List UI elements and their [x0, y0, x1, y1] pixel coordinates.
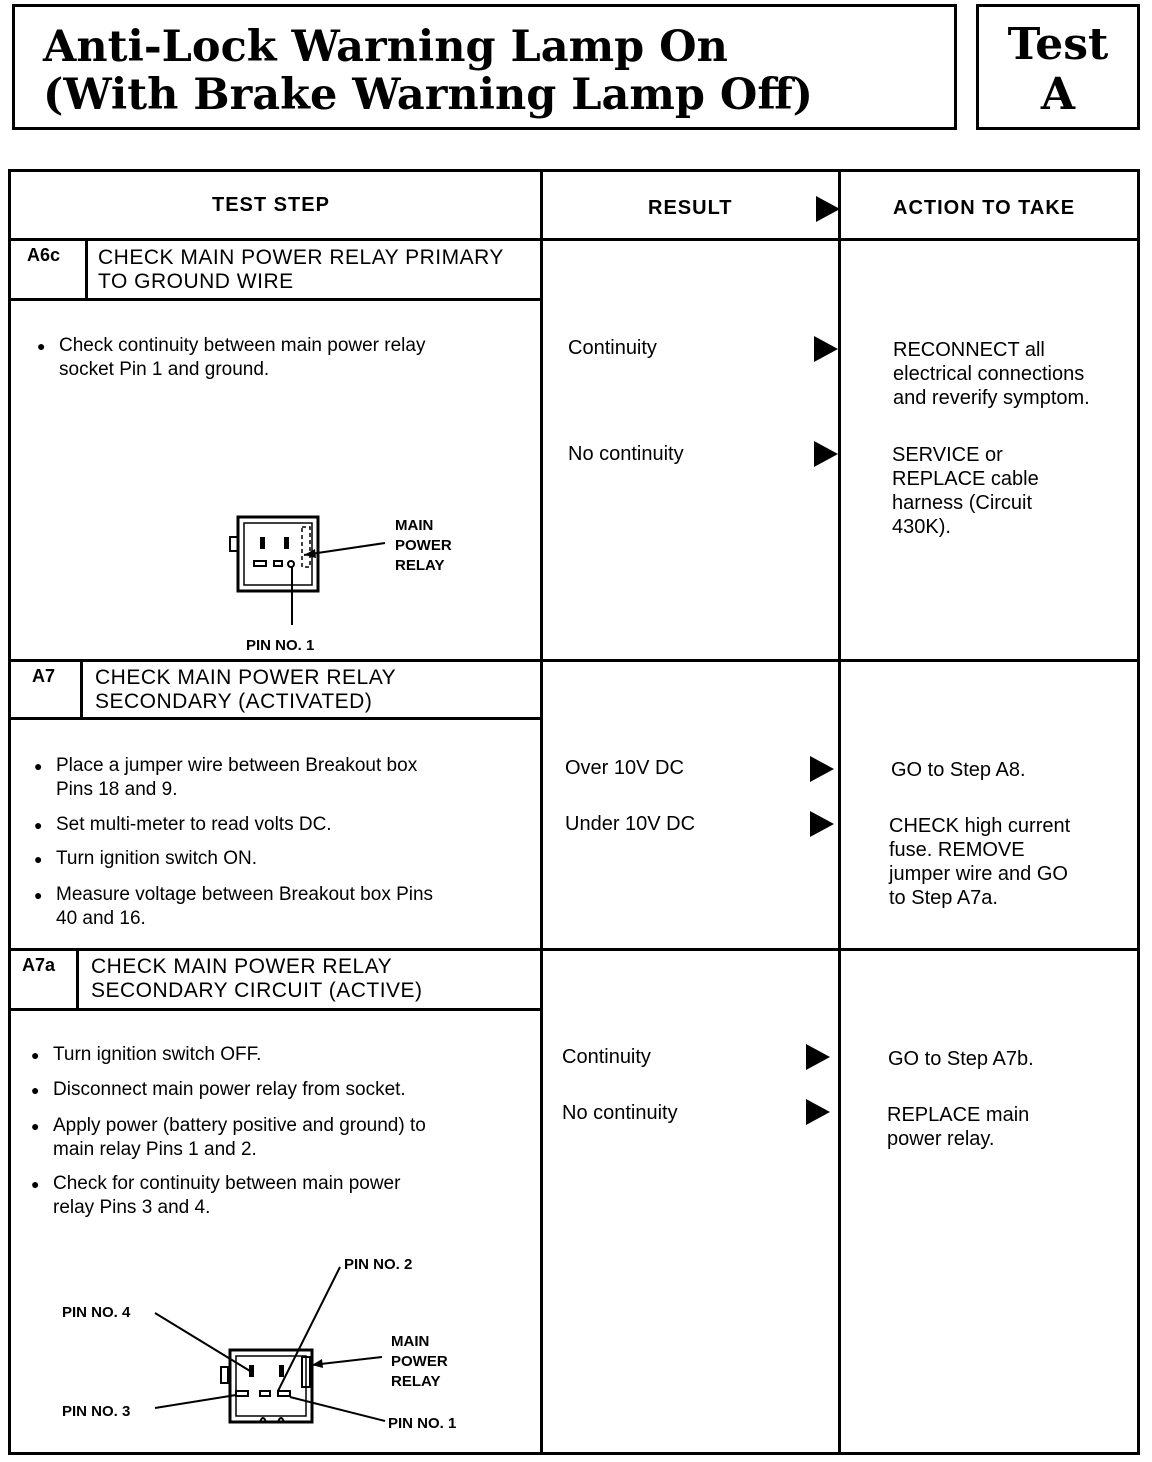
a7a-bullet-1 — [31, 1043, 261, 1067]
a7a-action-2 — [887, 1103, 1029, 1151]
a7a-bullet-3-line2: main relay Pins 1 and 2. — [53, 1139, 257, 1160]
a6c-result-1: Continuity — [568, 337, 657, 359]
row-divider-1 — [8, 659, 1140, 662]
a7a-diagram-pin1: PIN NO. 1 — [388, 1415, 457, 1432]
a7-title-divider — [8, 717, 542, 720]
step-title-a7-line2: SECONDARY (ACTIVATED) — [95, 690, 373, 713]
a7-bullet-4-line2: 40 and 16. — [56, 908, 146, 929]
a7-bullet-2-line1: ● Set multi-meter to read volts DC. — [56, 814, 332, 835]
header-test-step: TEST STEP — [212, 194, 330, 216]
a6c-action-2-line4: 430K). — [892, 516, 951, 538]
a7-action-1 — [891, 758, 1026, 782]
a7-bullet-2 — [34, 813, 332, 837]
a6c-diagram-label-power: POWER — [395, 537, 452, 554]
step-title-a7-line1: CHECK MAIN POWER RELAY — [95, 666, 397, 689]
a7a-diagram-pin3: PIN NO. 3 — [62, 1403, 131, 1420]
step-id-a7a: A7a — [22, 955, 56, 975]
a7-bullet-4 — [34, 883, 433, 931]
a7a-arrow-1-icon — [806, 1044, 830, 1070]
a6c-action-1-line2: electrical connections — [893, 363, 1085, 385]
test-label-line2: A — [1040, 69, 1076, 120]
title-box — [12, 4, 957, 130]
a6c-action-2-line1: SERVICE or — [892, 444, 1003, 466]
divider-col-1 — [540, 169, 543, 1455]
a7a-diagram-pin4: PIN NO. 4 — [62, 1304, 131, 1321]
a7a-action-2-line1: REPLACE main — [887, 1104, 1030, 1126]
a7-action-2-line2: fuse. REMOVE — [889, 839, 1025, 861]
a7a-title-divider — [8, 1008, 542, 1011]
a7-bullet-1-line1: ● Place a jumper wire between Breakout box — [56, 755, 418, 776]
a7-id-divider — [80, 659, 83, 719]
a7a-bullet-4 — [31, 1172, 400, 1220]
a7a-diagram-label-main: MAIN — [391, 1333, 430, 1350]
a7a-bullet-2 — [31, 1078, 406, 1102]
a7-result-1: Over 10V DC — [565, 757, 684, 779]
a7-bullet-3-line1: ● Turn ignition switch ON. — [56, 848, 257, 869]
a6c-action-2-line3: harness (Circuit — [892, 492, 1033, 514]
a6c-id-divider — [85, 238, 88, 300]
a7a-bullet-1-line1: ● Turn ignition switch OFF. — [53, 1044, 262, 1065]
a6c-diagram-pin1: PIN NO. 1 — [246, 637, 315, 654]
a6c-result-2: No continuity — [568, 443, 684, 465]
a7a-relay-diagram — [40, 1245, 520, 1445]
a7-arrow-1-icon — [810, 756, 834, 782]
a7-bullet-4-line1: ● Measure voltage between Breakout box Pins — [56, 884, 434, 905]
a7-action-2-line4: to Step A7a. — [889, 887, 998, 909]
a6c-arrow-2-icon — [814, 441, 838, 467]
step-title-a6c-line2: TO GROUND WIRE — [98, 270, 294, 293]
a7-action-2 — [889, 814, 1070, 910]
step-title-a6c-line1: CHECK MAIN POWER RELAY PRIMARY — [98, 246, 504, 269]
a6c-bullet-1-line1: ● Check continuity between main power relay — [59, 335, 426, 356]
a7a-arrow-2-icon — [806, 1099, 830, 1125]
relay-outline — [230, 1350, 312, 1422]
a7-action-2-line3: jumper wire and GO — [889, 863, 1068, 885]
a7-bullet-1-line2: Pins 18 and 9. — [56, 779, 178, 800]
a6c-action-2 — [892, 443, 1039, 539]
a6c-bullet-1-line2: socket Pin 1 and ground. — [59, 359, 270, 380]
step-id-a6c: A6c — [27, 245, 61, 265]
a6c-title-divider — [8, 298, 542, 301]
a7-arrow-2-icon — [810, 811, 834, 837]
page-title-line1: Anti-Lock Warning Lamp On — [43, 22, 728, 72]
a7a-bullet-4-line1: ● Check for continuity between main power — [53, 1173, 401, 1194]
a7-bullet-1 — [34, 754, 417, 802]
a6c-bullet-1 — [37, 334, 425, 382]
a7-bullet-3 — [34, 847, 257, 871]
a7a-bullet-4-line2: relay Pins 3 and 4. — [53, 1197, 211, 1218]
a6c-relay-diagram — [220, 505, 520, 655]
a7-result-2: Under 10V DC — [565, 813, 696, 835]
a7a-action-1 — [888, 1047, 1034, 1071]
a7a-diagram-label-power: POWER — [391, 1353, 448, 1370]
a7a-bullet-3-line1: ● Apply power (battery positive and ground) to — [53, 1115, 426, 1136]
row-divider-2 — [8, 948, 1140, 951]
step-title-a7a-line1: CHECK MAIN POWER RELAY — [91, 955, 393, 978]
a6c-action-1-line1: RECONNECT all — [893, 339, 1045, 361]
a7a-bullet-2-line1: ● Disconnect main power relay from socket. — [53, 1079, 406, 1100]
a7a-diagram-label-relay: RELAY — [391, 1373, 441, 1390]
a7a-id-divider — [76, 948, 79, 1010]
divider-col-2 — [838, 169, 841, 1455]
a7a-action-2-line2: power relay. — [887, 1128, 995, 1150]
step-id-a7: A7 — [32, 666, 56, 686]
a7-action-2-line1: CHECK high current — [889, 815, 1071, 837]
page-title-line2: (With Brake Warning Lamp Off) — [43, 70, 813, 120]
a7-action-1-line1: GO to Step A8. — [891, 759, 1026, 781]
test-label-line1: Test — [1007, 19, 1109, 70]
a7a-result-2: No continuity — [562, 1102, 678, 1124]
a6c-action-1 — [893, 338, 1090, 410]
a6c-diagram-label-main: MAIN — [395, 517, 434, 534]
a7a-bullet-3 — [31, 1114, 426, 1162]
a7a-diagram-pin2: PIN NO. 2 — [344, 1256, 413, 1273]
step-title-a7a-line2: SECONDARY CIRCUIT (ACTIVE) — [91, 979, 423, 1002]
header-arrow-icon — [816, 196, 840, 222]
header-action: ACTION TO TAKE — [893, 197, 1076, 219]
a6c-action-2-line2: REPLACE cable — [892, 468, 1039, 490]
header-result: RESULT — [648, 197, 733, 219]
a7a-result-1: Continuity — [562, 1046, 651, 1068]
a6c-arrow-1-icon — [814, 336, 838, 362]
a6c-action-1-line3: and reverify symptom. — [893, 387, 1090, 409]
a7a-action-1-line1: GO to Step A7b. — [888, 1048, 1034, 1070]
test-label-box — [976, 4, 1140, 130]
a6c-diagram-label-relay: RELAY — [395, 557, 445, 574]
header-divider — [8, 238, 1140, 241]
